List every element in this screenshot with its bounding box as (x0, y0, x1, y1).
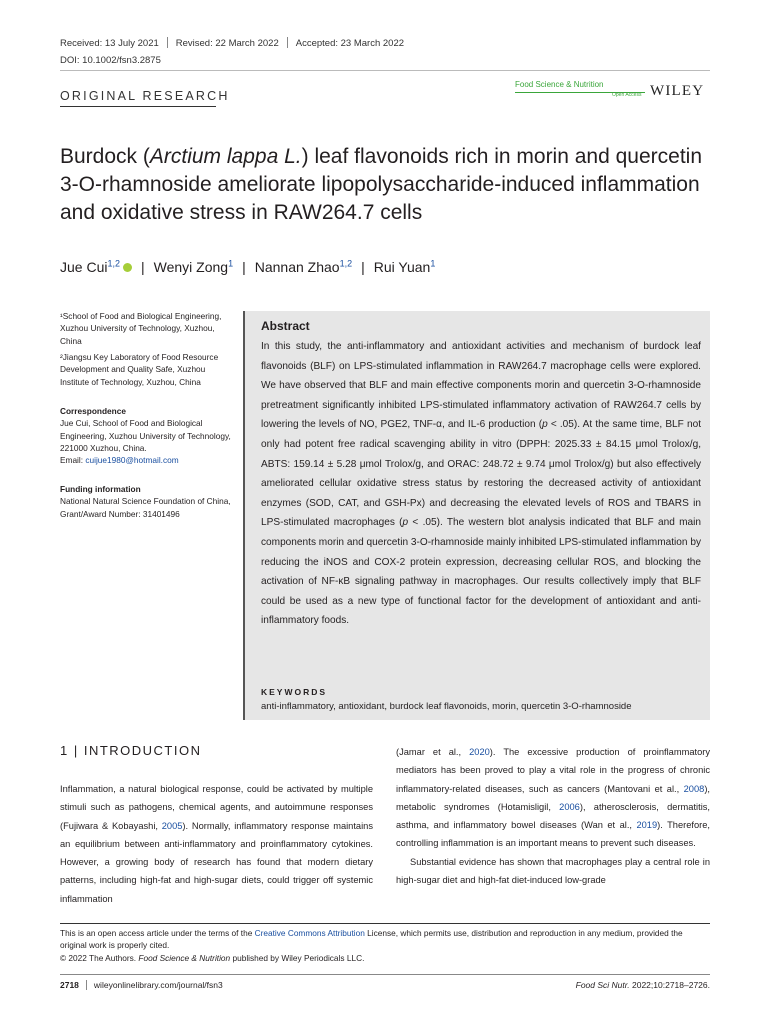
citation: Food Sci Nutr. 2022;10:2718–2726. (575, 980, 710, 990)
journal-url[interactable]: wileyonlinelibrary.com/journal/fsn3 (93, 980, 223, 990)
correspondence-label: Correspondence (60, 406, 126, 416)
affiliation-2: ²Jiangsu Key Laboratory of Food Resource Development and Quality Safe, Xuzhou Institute of Technology, Xuzhou, China (60, 352, 219, 387)
title-text: Burdock ( (60, 145, 150, 168)
keywords-text: anti-inflammatory, antioxidant, burdock leaf flavonoids, morin, quercetin 3-O-rhamnoside (261, 701, 632, 712)
license-link[interactable]: Creative Commons Attribution (254, 928, 365, 938)
page-footer-left (60, 980, 223, 990)
article-dates (60, 37, 404, 49)
author[interactable]: Jue Cui$^{1,2}$ (60, 258, 120, 275)
abstract-title: Abstract (261, 319, 310, 333)
received-date: Received: 13 July 2021 (60, 38, 159, 49)
reference-link[interactable]: 2020 (469, 747, 490, 757)
intro-right-column: (Jamar et al., 2020). The excessive production of proinflammatory mediators has been proved to play a vital role in the progress of chronic inflammatory-related diseases, such as cancers (Mantovani et al., 2008), metabolic syndromes (Hotamisligil, 2006), atherosclerosis, dermatitis, asthma, and inflammatory bowel diseases (Wan et al., 2019). Therefore, controlling inflammation is an important means to prevent such diseases. Substantial evidence has shown that macrophages play a central role in high-sugar diet and high-fat diet-induced low-grade (396, 747, 710, 886)
orcid-icon[interactable] (123, 263, 132, 272)
accepted-date: Accepted: 23 March 2022 (295, 38, 405, 49)
title-species: Arctium lappa L. (149, 145, 302, 168)
author[interactable]: Wenyi Zong$^1$ (153, 258, 234, 275)
abstract-text: In this study, the anti-inflammatory and antioxidant activities and mechanism of burdock leaf flavonoids (BLF) on LPS-stimulated inflammation in RAW264.7 macrophage cells were explored. We have observed that BLF and main effective components morin and quercetin 3-O-rhamnoside pretreatment significantly inhibited LPS-stimulated inflammatory activation of RAW264.7 cells by lowering the levels of NO, PGE2, TNF-α, and IL-6 production (p < .05). At the same time, BLF not only had potent free radical scavenging ability in vitro (DPPH: 2025.33 ± 84.15 μmol Trolox/g, ABTS: 159.14 ± 5.28 μmol Trolox/g, and ORAC: 248.72 ± 9.74 μmol Trolox/g) but also effectively ameliorated cellular oxidative stress status by restoring the decreased activity of antioxidant enzymes (SOD, CAT, and GSH-Px) and decreasing the elevated levels of ROS and TBARS in LPS-stimulated macrophages (p < .05). The western blot analysis indicated that BLF and main components morin and quercetin 3-O-rhamnoside mainly inhibited LPS-stimulated inflammation by reducing the iNOS and COX-2 protein expression, decreasing cellular ROS, and blocking the activation of NF-κB signaling pathway in macrophages. Our results collectively imply that BLF could be used as a new type of functional factor for the development of antioxidant and anti-inflammatory foods. (261, 341, 701, 627)
header-divider (60, 70, 710, 71)
correspondence-text: Jue Cui, School of Food and Biological Engineering, Xuzhou University of Technology, 221000 Xuzhou, China. (60, 418, 231, 453)
page-footer-divider (60, 974, 710, 975)
date-separator (167, 37, 168, 48)
license-notice: This is an open access article under the terms of the Creative Commons Attribution License, which permits use, distribution and reproduction in any medium, provided the original work is properly cited. © 2022 The Authors. Food Science & Nutrition published by Wiley Periodicals LLC. (60, 928, 683, 963)
abstract-rule (243, 311, 245, 720)
article-type-underline (60, 106, 216, 107)
reference-link[interactable]: 2019 (636, 820, 658, 831)
reference-link[interactable]: 2005 (161, 820, 183, 831)
journal-logo[interactable]: Food Science & Nutrition (515, 80, 604, 89)
article-type: ORIGINAL RESEARCH (60, 89, 230, 103)
author-separator: | (140, 258, 145, 275)
keywords-label: KEYWORDS (261, 687, 328, 697)
funding-label: Funding information (60, 484, 141, 494)
funding-text: National Natural Science Foundation of China, Grant/Award Number: 31401496 (60, 496, 231, 519)
doi[interactable]: DOI: 10.1002/fsn3.2875 (60, 55, 161, 66)
section-heading: 1 | INTRODUCTION (60, 743, 202, 758)
paragraph-text: Substantial evidence has shown that macrophages play a central role in high-sugar diet and high-fat diet-induced low-grade (396, 856, 710, 886)
author[interactable]: Nannan Zhao$^{1,2}$ (254, 258, 353, 275)
page-number: 2718 (60, 980, 79, 990)
email-link[interactable]: cuijue1980@hotmail.com (85, 455, 179, 466)
footer-separator (86, 980, 87, 990)
affiliation-1: ¹School of Food and Biological Engineering, Xuzhou University of Technology, Xuzhou, China (60, 311, 222, 346)
funding-info (60, 483, 235, 520)
article-title (60, 143, 710, 227)
title-text: ) leaf flavonoids rich in morin and quercetin 3-O-rhamnoside ameliorate lipopolysaccharide-induced inflammation and oxidative stress in RAW264.7 cells (60, 145, 702, 224)
publisher-logo[interactable]: WILEY (650, 83, 705, 99)
intro-left-column: Inflammation, a natural biological response, could be activated by multiple stimuli such as pathogens, chemical agents, and autoimmune responses (Fujiwara & Kobayashi, 2005). Normally, inflammatory response maintains an equilibrium between anti-inflammatory and proinflammatory cytokines. However, a growing body of research has found that modern dietary patterns, including high-fat and high-sugar diets, could trigger off systemic inflammation (60, 784, 373, 904)
author[interactable]: Rui Yuan$^1$ (373, 258, 436, 275)
author-list (60, 258, 435, 275)
email-label: Email: (60, 455, 86, 466)
footer-divider (60, 923, 710, 924)
author-separator: | (361, 258, 365, 275)
revised-date: Revised: 22 March 2022 (175, 38, 279, 49)
author-separator: | (242, 258, 246, 275)
reference-link[interactable]: 2008 (683, 783, 705, 794)
correspondence (60, 405, 235, 466)
reference-link[interactable]: 2006 (559, 801, 580, 812)
open-access-label: Open Access (612, 92, 642, 98)
date-separator (287, 37, 288, 48)
